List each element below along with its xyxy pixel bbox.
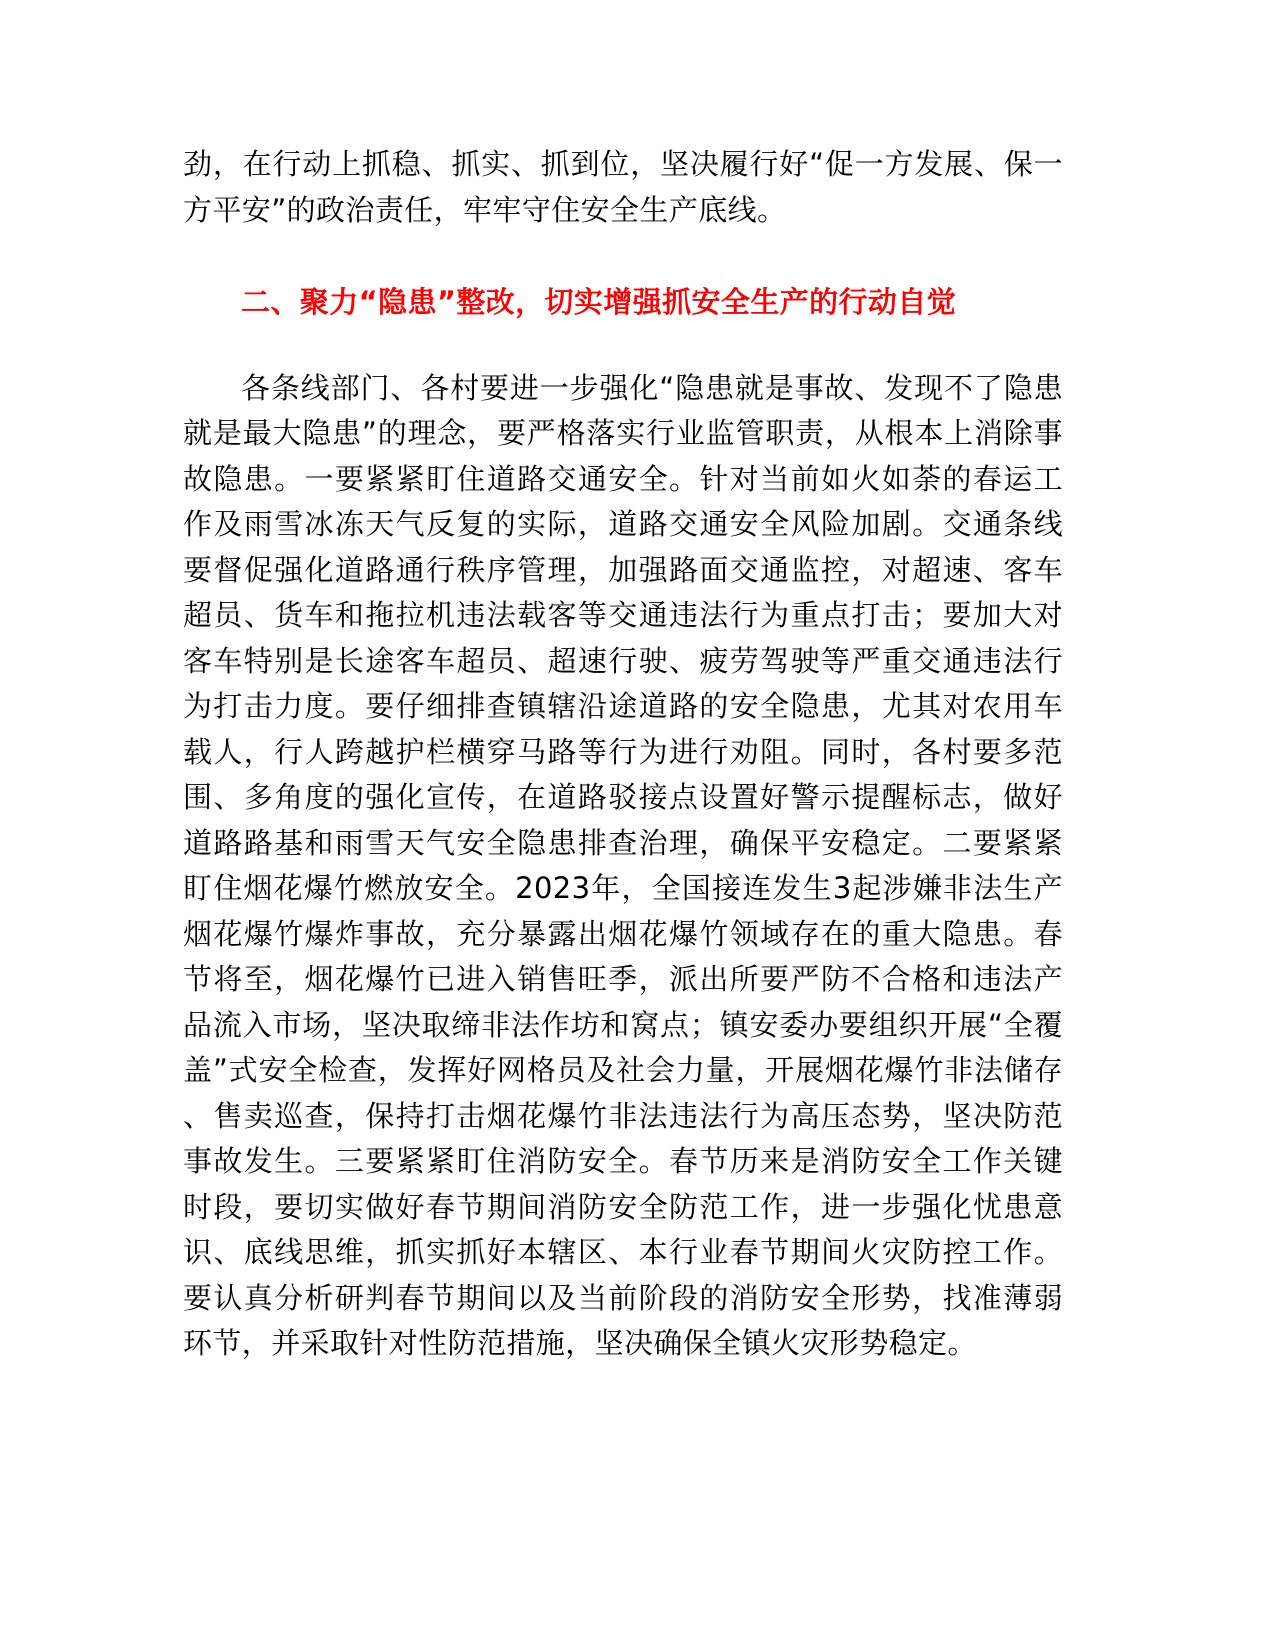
spacer bbox=[183, 326, 1063, 366]
spacer bbox=[183, 233, 1063, 280]
body-paragraph: 各条线部门、各村要进一步强化“隐患就是事故、发现不了隐患就是最大隐患”的理念，要严格落实行业监管职责，从根本上消除事故隐患。一要紧紧盯住道路交通安全。针对当前如火如荼的春运工作及雨雪冰冻天气反复的实际，道路交通安全风险加剧。交通条线要督促强化道路通行秩序管理，加强路面交通监控，对超速、客车超员、货车和拖拉机违法载客等交通违法行为重点打击；要加大对客车特别是长途客车超员、超速行驶、疲劳驾驶等严重交通违法行为打击力度。要仔细排查镇辖沿途道路的安全隐患，尤其对农用车载人，行人跨越护栏横穿马路等行为进行劝阻。同时，各村要多范围、多角度的强化宣传，在道路驳接点设置好警示提醒标志，做好道路路基和雨雪天气安全隐患排查治理，确保平安稳定。二要紧紧盯住烟花爆竹燃放安全。2023年，全国接连发生3起涉嫌非法生产烟花爆竹爆炸事故，充分暴露出烟花爆竹领域存在的重大隐患。春节将至，烟花爆竹已进入销售旺季，派出所要严防不合格和违法产品流入市场，坚决取缔非法作坊和窝点；镇安委办要组织开展“全覆盖”式安全检查，发挥好网格员及社会力量，开展烟花爆竹非法储存、售卖巡查，保持打击烟花爆竹非法违法行为高压态势，坚决防范事故发生。三要紧紧盯住消防安全。春节历来是消防安全工作关键时段，要切实做好春节期间消防安全防范工作，进一步强化忧患意识、底线思维，抓实抓好本辖区、本行业春节期间火灾防控工作。要认真分析研判春节期间以及当前阶段的消防安全形势，找准薄弱环节，并采取针对性防范措施，坚决确保全镇火灾形势稳定。 bbox=[183, 370, 1063, 1360]
continued-paragraph: 劲，在行动上抓稳、抓实、抓到位，坚决履行好“促一方发展、保一方平安”的政治责任，牢牢守住安全生产底线。 bbox=[183, 147, 1063, 227]
document-body bbox=[183, 142, 1063, 1367]
section-heading: 二、聚力“隐患”整改，切实增强抓安全生产的行动自觉 bbox=[241, 285, 957, 319]
